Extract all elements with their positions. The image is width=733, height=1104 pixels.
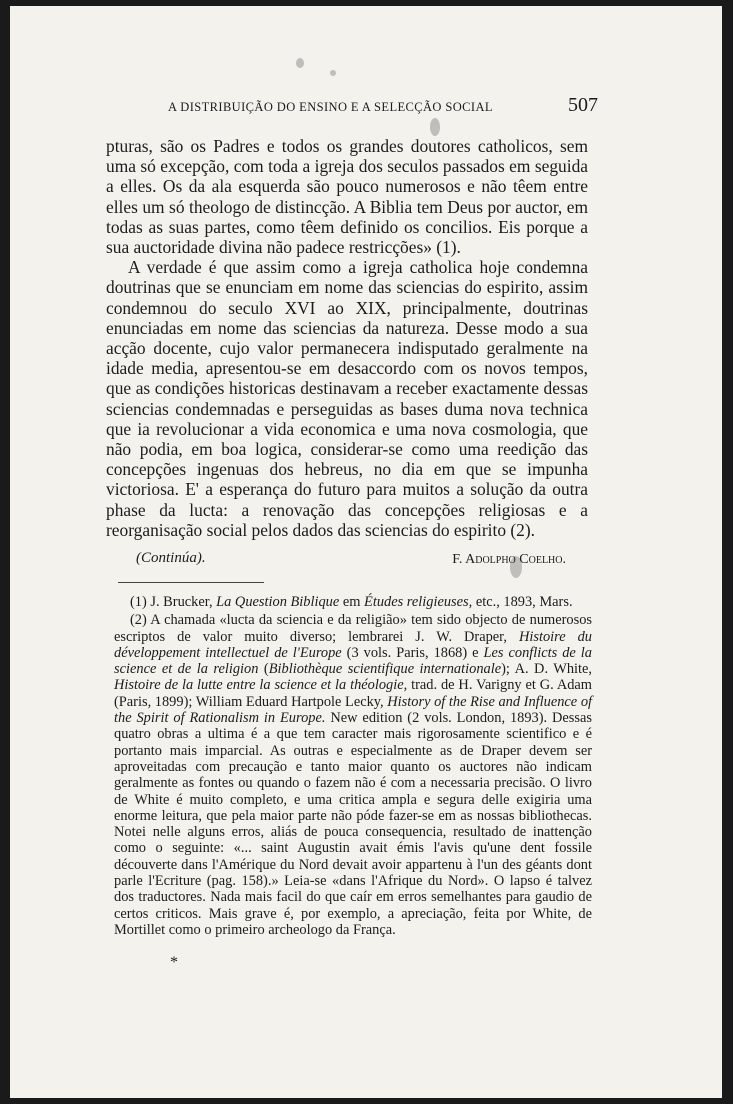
author-name: F. Adolpho Coelho. <box>452 552 566 567</box>
book-page <box>10 6 722 1098</box>
paper-speck <box>330 70 336 76</box>
footnotes <box>114 594 592 940</box>
main-text <box>106 136 588 540</box>
page-number: 507 <box>568 94 598 116</box>
body-paragraph: pturas, são os Padres e todos os grandes doutores catholicos, sem uma só excepção, com toda a igreja dos seculos passados em seguida a elles. Os da ala esquerda são pouco numerosos e não têem entre elles um só theologo de distincção. A Biblia tem Deus por auctor, em todas as suas partes, como têem definido os concilios. Eis porque a sua auctoridade divina não padece restricções» (1). <box>106 136 588 258</box>
article-signature <box>126 550 566 574</box>
end-asterisk: * <box>170 954 178 971</box>
continua-label: (Continúa). <box>136 550 206 566</box>
footnote-2: (2) A chamada «lucta da sciencia e da religião» tem sido objecto de numerosos escriptos de valor muito diverso; lembrarei J. W. Draper, Histoire du développement intellectuel de l'Europe (3 vols. Paris, 1868) e Les conflicts de la science et de la religion (Bibliothèque scientifique internationale); A. D. White, Histoire de la lutte entre la science et la théologie, trad. de H. Varigny et G. Adam (Paris, 1899); William Eduard Hartpole Lecky, History of the Rise and Influence of the Spirit of Rationalism in Europe. New edition (2 vols. London, 1893). Dessas quatro obras a ultima é a que tem caracter mais rigorosamente scientifico e é portanto mais imparcial. As outras e especialmente as de Draper devem ser aproveitadas com precaução e tanto maior quanto os auctores não indicam geralmente as fontes ou quando o fazem não é com a necessaria precisão. O livro de White é muito completo, e uma critica ampla e segura delle exigiria uma enorme leitura, que pela maior parte não póde fazer-se em as nossas bibliothecas. Notei nelle alguns erros, aliás de pouca consequencia, resultado de inattenção como o seguinte: «... saint Augustin avait émis l'avis qu'une dent fossile découverte dans l'Amérique du Nord devait avoir appartenu à l'un des géants dont parle l'Ecriture (pag. 158).» Leia-se «dans l'Afrique du Nord». O lapso é talvez dos traductores. Nada mais facil do que caír em erros semelhantes para gaudio de certos criticos. Mais grave é, por exemplo, a apreciação, feita por White, de Mortillet como o primeiro archeologo da França. <box>114 612 593 938</box>
footnote-1: (1) J. Brucker, La Question Biblique em Études religieuses, etc., 1893, Mars. <box>130 594 573 610</box>
page-header <box>168 94 598 124</box>
footnote-rule <box>118 582 264 583</box>
paper-speck <box>296 58 304 68</box>
running-head: A DISTRIBUIÇÃO DO ENSINO E A SELECÇÃO SOCIAL <box>168 100 493 114</box>
body-paragraph: A verdade é que assim como a igreja catholica hoje condemna doutrinas que se enunciam em nome das sciencias do espirito, assim condemnou do seculo XVI ao XIX, principalmente, doutrinas enunciadas em nome das sciencias da natureza. Desse modo a sua acção docente, cujo valor permanecera indisputado geralmente na idade media, apresentou-se em desaccordo com os novos tempos, que as condições historicas destinavam a receber exactamente dessas sciencias condemnadas e perseguidas as bases duma nova technica que ia revolucionar a vida economica e uma nova cosmologia, que não podia, em boa logica, considerar-se como uma reedição das concepções ingenuas dos hebreus, no dia em que se impunha victoriosa. E' a esperança do futuro para muitos a solução da outra phase da lucta: a renovação das concepções religiosas e a reorganisação social pelos dados das sciencias do espirito (2). <box>106 257 588 540</box>
